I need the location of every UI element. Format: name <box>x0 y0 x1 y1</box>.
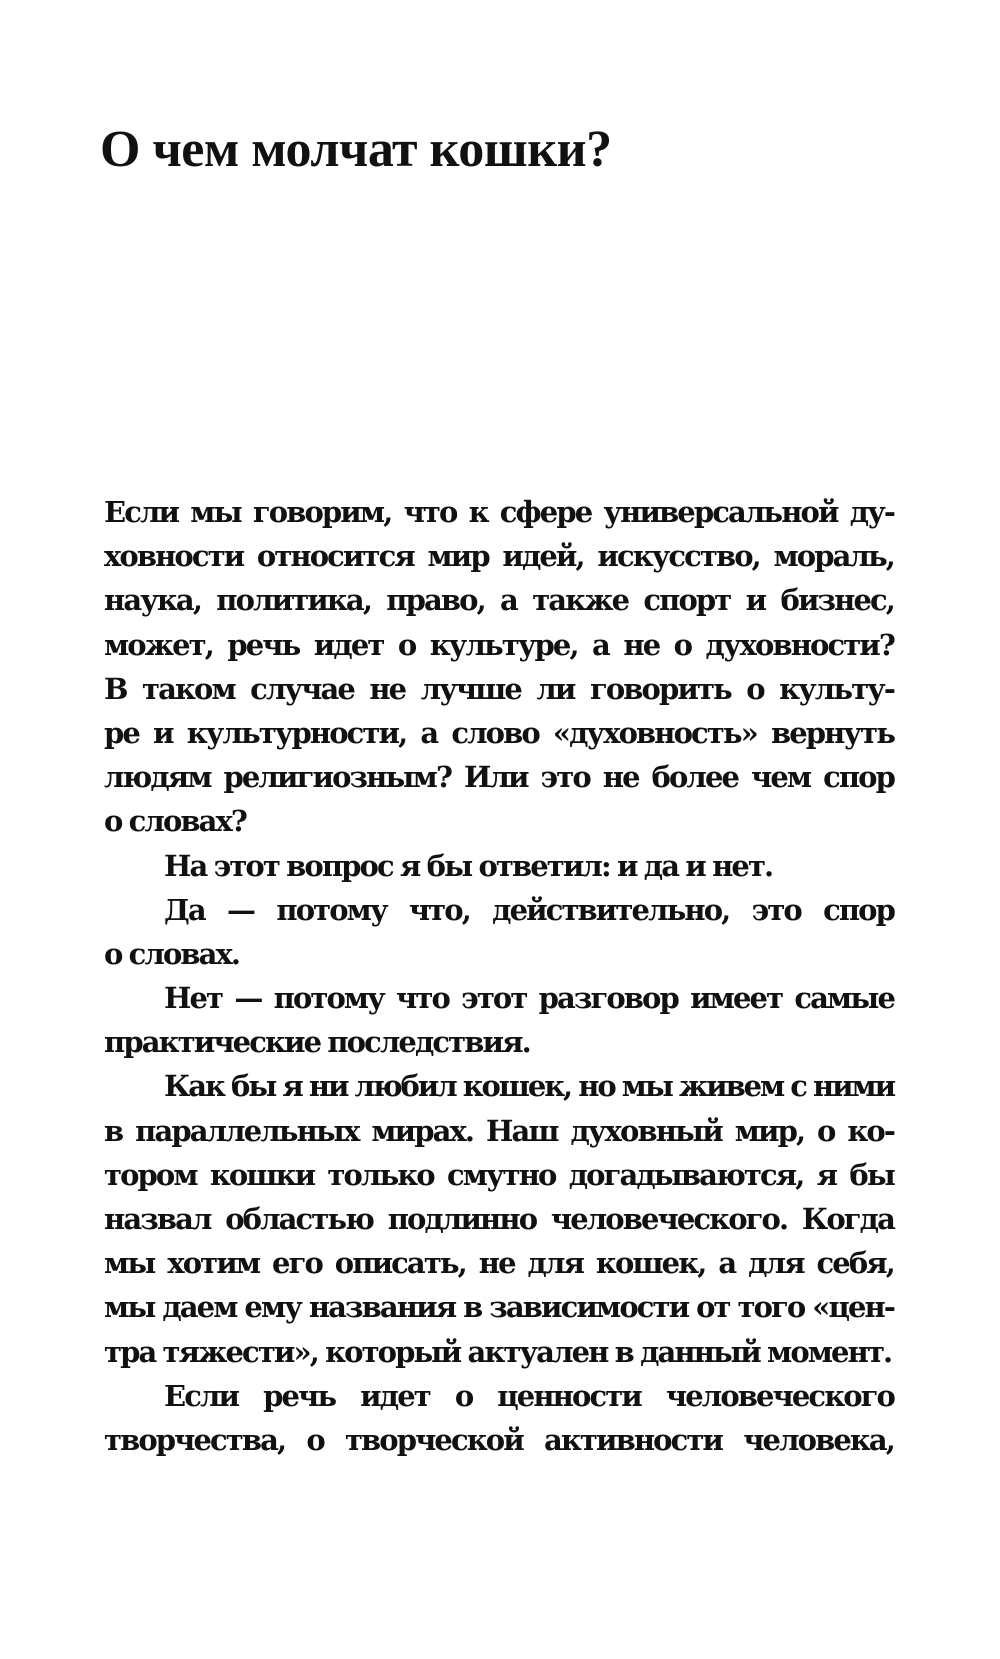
text-line: наука, политика, право, а также спорт и бизнес, <box>104 583 894 618</box>
chapter-title: О чем молчат кошки? <box>100 121 612 178</box>
text-line: творчества, о творческой активности человека, <box>104 1422 894 1457</box>
body-text <box>104 490 894 1462</box>
text-line: Как бы я ни любил кошек, но мы живем с ними <box>164 1069 894 1104</box>
text-line: Если мы говорим, что к сфере универсальной ду- <box>104 495 894 529</box>
text-line: Если речь идет о ценности человеческого <box>164 1378 894 1413</box>
text-line: Нет — потому что этот разговор имеет самые <box>164 981 894 1016</box>
text-line: мы хотим его описать, не для кошек, а для себя, <box>104 1246 894 1281</box>
text-line: назвал областью подлинно человеческого. Когда <box>104 1202 894 1236</box>
text-line: Да — потому что, действительно, это спор <box>164 892 894 927</box>
text-line: тра тяжести», который актуален в данный момент. <box>104 1334 892 1369</box>
text-line: о словах. <box>104 936 240 971</box>
text-line: тором кошки только смутно догадываются, я бы <box>104 1157 894 1192</box>
text-line: о словах? <box>104 804 247 839</box>
text-line: На этот вопрос я бы ответил: и да и нет. <box>164 848 773 883</box>
text-line: ре и культурности, а слово «духовность» вернуть <box>104 715 894 750</box>
text-line: мы даем ему названия в зависимости от того «цен- <box>104 1290 894 1325</box>
text-line: практические последствия. <box>104 1025 530 1060</box>
text-line: людям религиозным? Или это не более чем спор <box>104 760 894 795</box>
text-line: в параллельных мирах. Наш духовный мир, о ко- <box>104 1113 894 1148</box>
text-line: ховности относится мир идей, искусство, мораль, <box>104 539 894 574</box>
text-line: может, речь идет о культуре, а не о духовности? <box>104 627 894 662</box>
text-line: В таком случае не лучше ли говорить о культу- <box>104 671 894 706</box>
